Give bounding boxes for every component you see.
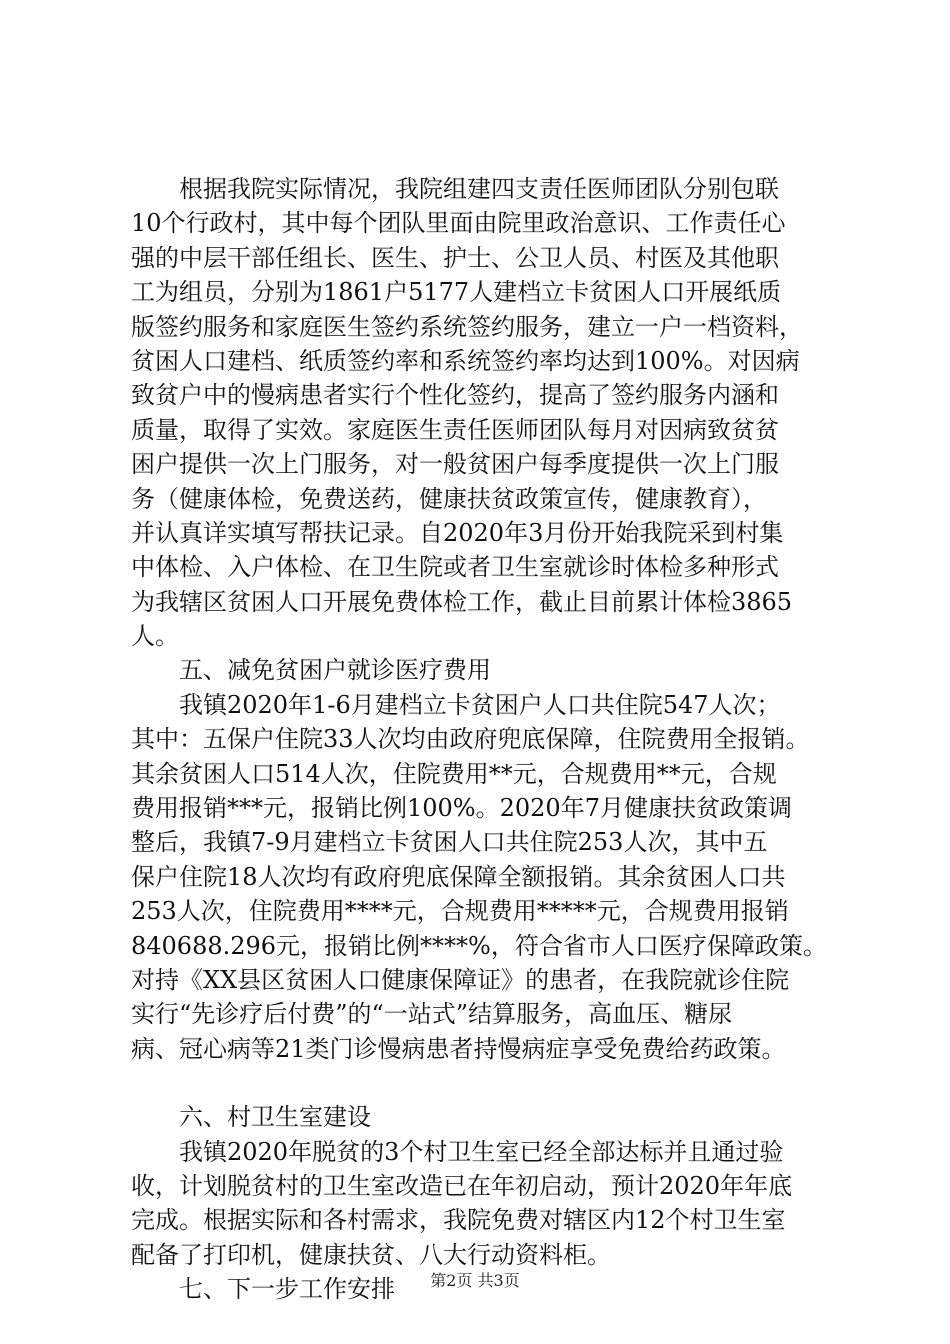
paragraph-line: 困户提供一次上门服务，对一般贫困户每季度提供一次上门服 (131, 450, 779, 479)
paragraph-line: 配备了打印机，健康扶贫、八大行动资料柜。 (131, 1240, 611, 1269)
blank-line (131, 1066, 851, 1100)
paragraph-line: 版签约服务和家庭医生签约系统签约服务，建立一户一档资料， (131, 312, 803, 341)
paragraph-line: 中体检、入户体检、在卫生院或者卫生室就诊时体检多种形式 (131, 553, 779, 582)
paragraph-line: 强的中层干部任组长、医生、护士、公卫人员、村医及其他职 (131, 243, 779, 272)
paragraph-line: 对持《XX县区贫困人口健康保障证》的患者，在我院就诊住院 (131, 965, 790, 994)
paragraph-line: 工为组员，分别为1861户5177人建档立卡贫困人口开展纸质 (131, 278, 782, 307)
paragraph-line: 病、冠心病等21类门诊慢病患者持慢病症享受免费给药政策。 (131, 1034, 786, 1063)
paragraph-line: 其余贫困人口514人次，住院费用**元，合规费用**元，合规 (131, 759, 777, 788)
paragraph-line: 收，计划脱贫村的卫生室改造已在年初启动，预计2020年年底 (131, 1171, 793, 1200)
page-footer (0, 1271, 950, 1291)
page-indicator: 第2页 共3页 (430, 1271, 520, 1290)
section-heading: 五、减免贫困户就诊医疗费用 (179, 656, 491, 685)
paragraph-line: 保户住院18人次均有政府兜底保障全额报销。其余贫困人口共 (131, 862, 786, 891)
paragraph-line: 我镇2020年1-6月建档立卡贫困户人口共住院547人次； (179, 690, 781, 719)
paragraph-line: 为我辖区贫困人口开展免费体检工作，截止目前累计体检3865 (131, 587, 793, 616)
section-heading: 六、村卫生室建设 (179, 1103, 371, 1132)
paragraph-line: 253人次，住院费用****元，合规费用*****元，合规费用报销 (131, 897, 789, 926)
paragraph-line: 我镇2020年脱贫的3个村卫生室已经全部达标并且通过验 (179, 1137, 784, 1166)
paragraph-line: 费用报销***元，报销比例100%。2020年7月健康扶贫政策调 (131, 794, 792, 823)
paragraph-line: 质量，取得了实效。家庭医生责任医师团队每月对因病致贫贫 (131, 415, 779, 444)
document-body (131, 172, 851, 1307)
paragraph-line: 完成。根据实际和各村需求，我院免费对辖区内12个村卫生室 (131, 1206, 786, 1235)
paragraph-line: 并认真详实填写帮扶记录。自2020年3月份开始我院采到村集 (131, 518, 784, 547)
paragraph-line: 实行“先诊疗后付费”的“一站式”结算服务，高血压、糖尿 (131, 1000, 733, 1029)
paragraph-line: 整后，我镇7-9月建档立卡贫困人口共住院253人次，其中五 (131, 828, 768, 857)
paragraph-line: 致贫户中的慢病患者实行个性化签约，提高了签约服务内涵和 (131, 381, 779, 410)
paragraph-line: 根据我院实际情况，我院组建四支责任医师团队分别包联 (179, 175, 779, 203)
paragraph-line: 840688.296元，报销比例****%，符合省市人口医疗保障政策。 (131, 931, 827, 960)
section-heading: 七、下一步工作安排 (179, 1275, 395, 1304)
paragraph-line: 人。 (131, 622, 179, 651)
paragraph-line: 贫困人口建档、纸质签约率和系统签约率均达到100%。对因病 (131, 346, 800, 375)
paragraph-line: 务（健康体检，免费送药，健康扶贫政策宣传，健康教育）， (131, 484, 767, 513)
paragraph-line: 其中：五保户住院33人次均由政府兜底保障，住院费用全报销。 (131, 725, 810, 754)
paragraph-line: 10个行政村，其中每个团队里面由院里政治意识、工作责任心 (131, 209, 786, 238)
